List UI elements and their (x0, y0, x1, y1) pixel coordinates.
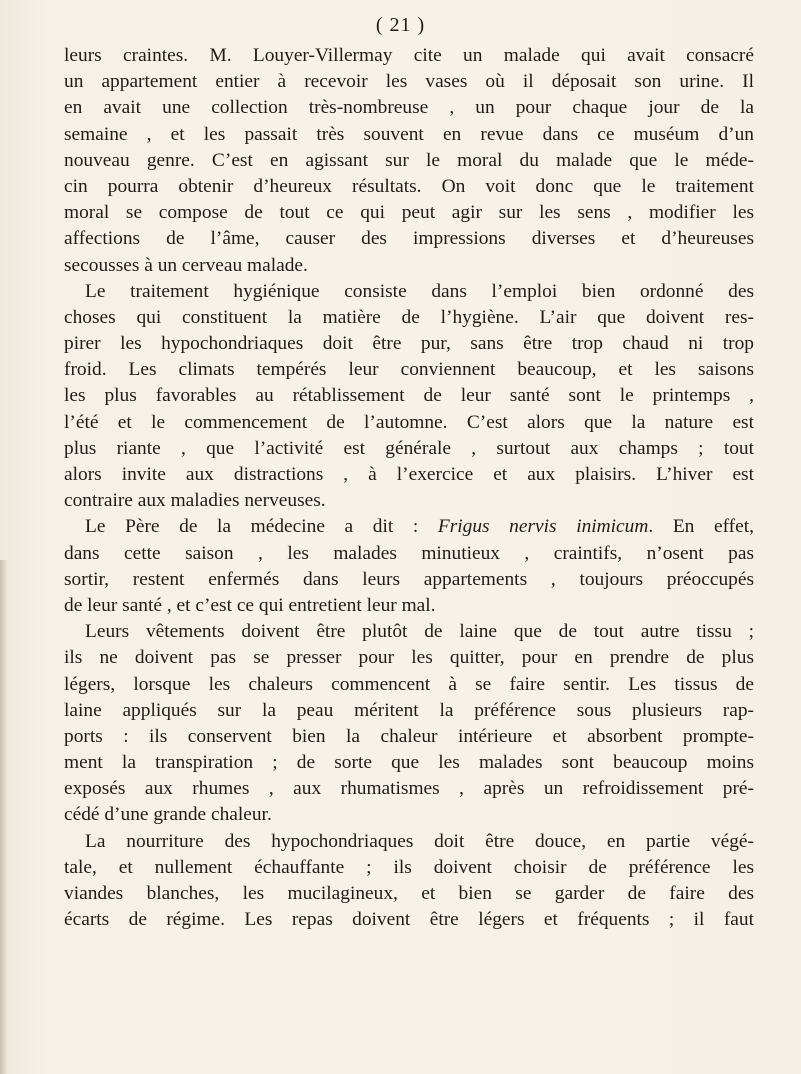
text-line: contraire aux maladies nerveuses. (64, 490, 326, 512)
text-line: Le traitement hygiénique consiste dans l’emploi bien ordonné des (85, 280, 754, 302)
text-line: La nourriture des hypochondriaques doit être douce, en partie végé- (85, 830, 754, 852)
text-line: ment la transpiration ; de sorte que les malades sont beaucoup moins (64, 752, 754, 774)
text-line: tale, et nullement échauffante ; ils doivent choisir de préférence les (64, 856, 754, 878)
text-line: écarts de régime. Les repas doivent être légers et fréquents ; il faut (64, 909, 754, 931)
text-line: viandes blanches, les mucilagineux, et bien se garder de faire des (64, 883, 754, 904)
text-line: cédé d’une grande chaleur. (64, 804, 272, 826)
text-line: ils ne doivent pas se presser pour les quitter, pour en prendre de plus (64, 647, 754, 669)
page-number: ( 21 ) (375, 14, 426, 36)
text-line: exposés aux rhumes , aux rhumatismes , après un refroidissement pré- (64, 778, 754, 800)
text-line: affections de l’âme, causer des impressions diverses et d’heureuses (64, 228, 754, 250)
text-line: les plus favorables au rétablissement de leur santé sont le printemps , (64, 385, 754, 407)
text-line: froid. Les climats tempérés leur conviennent beaucoup, et les saisons (64, 359, 754, 381)
text-line: légers, lorsque les chaleurs commencent à se faire sentir. Les tissus de (64, 673, 754, 695)
text-line: pirer les hypochondriaques doit être pur, sans être trop chaud ni trop (64, 333, 754, 355)
text-line: sortir, restent enfermés dans leurs appartements , toujours préoccupés (64, 568, 754, 590)
text-line: un appartement entier à recevoir les vases où il déposait son urine. Il (64, 71, 754, 93)
text-line: cin pourra obtenir d’heureux résultats. On voit donc que le traitement (64, 175, 754, 197)
body-text (64, 43, 754, 933)
text-line: en avait une collection très-nombreuse , un pour chaque jour de la (64, 97, 754, 119)
text-line: Leurs vêtements doivent être plutôt de laine que de tout autre tissu ; (85, 621, 754, 643)
text-line: choses qui constituent la matière de l’hygiène. L’air que doivent res- (64, 306, 754, 328)
latin-quote: Frigus nervis inimicum (437, 516, 649, 538)
text-line: leurs craintes. M. Louyer-Villermay cite un malade qui avait consacré (64, 45, 754, 66)
text-line: ports : ils conservent bien la chaleur intérieure et absorbent prompte- (64, 725, 754, 747)
text-line: laine appliqués sur la peau méritent la préférence sous plusieurs rap- (64, 699, 754, 721)
text-line: secousses à un cerveau malade. (64, 254, 308, 276)
text-line: dans cette saison , les malades minutieux , craintifs, n’osent pas (64, 542, 754, 564)
page-edge-shadow (0, 560, 8, 1074)
text-line: plus riante , que l’activité est générale , surtout aux champs ; tout (64, 437, 754, 459)
text-line: de leur santé , et c’est ce qui entretient leur mal. (64, 594, 436, 616)
text-line: l’été et le commencement de l’automne. C’est alors que la nature est (64, 411, 754, 433)
text-line: moral se compose de tout ce qui peut agir sur les sens , modifier les (64, 202, 754, 224)
text-line: semaine , et les passait très souvent en revue dans ce muséum d’un (64, 123, 754, 145)
text-line: nouveau genre. C’est en agissant sur le moral du malade que le méde- (64, 149, 754, 171)
text-line: Le Père de la médecine a dit : Frigus nervis inimicum. En effet, (85, 516, 754, 538)
text-line: alors invite aux distractions , à l’exercice et aux plaisirs. L’hiver est (64, 464, 754, 485)
